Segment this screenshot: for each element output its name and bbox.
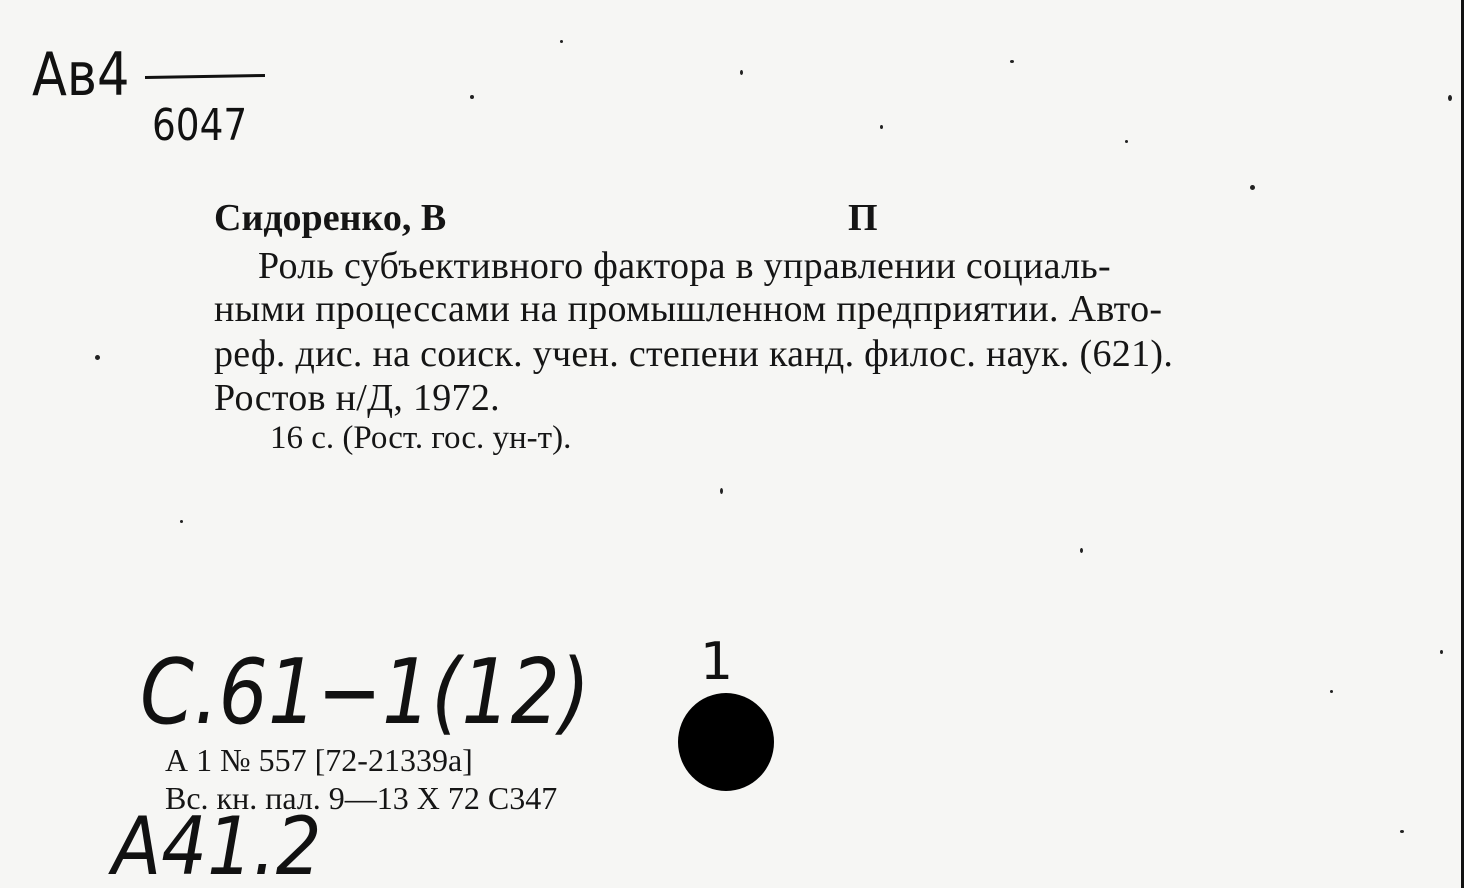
title-line-2: ными процессами на промышленном предприятии. Авто- [214, 288, 1163, 330]
author-initial: П [848, 197, 878, 239]
collation: 16 с. (Рост. гос. ун-т). [270, 420, 572, 456]
shelfmark-number: 6047 [152, 100, 248, 151]
title-line-4: Ростов н/Д, 1972. [214, 377, 500, 419]
author-name: Сидоренко, В [214, 197, 447, 239]
chamber-line: Вс. кн. пал. 9—13 Х 72 С347 [165, 780, 558, 816]
title-line-3: реф. дис. на соиск. учен. степени канд. филос. наук. (621). [214, 333, 1174, 375]
registry-line: А 1 № 557 [72-21339а] [165, 742, 473, 778]
shelfmark-fraction-line [145, 74, 265, 79]
shelfmark-code: Ав4 [32, 40, 130, 110]
classification-superscript: 1 [700, 632, 734, 692]
classification-handwritten: С.61−1(12) [140, 640, 591, 745]
stamp-dot [678, 693, 774, 791]
title-line-1: Роль субъективного фактора в управлении социаль- [258, 245, 1111, 287]
handwritten-bottom-mark: А41.2 [112, 800, 322, 888]
